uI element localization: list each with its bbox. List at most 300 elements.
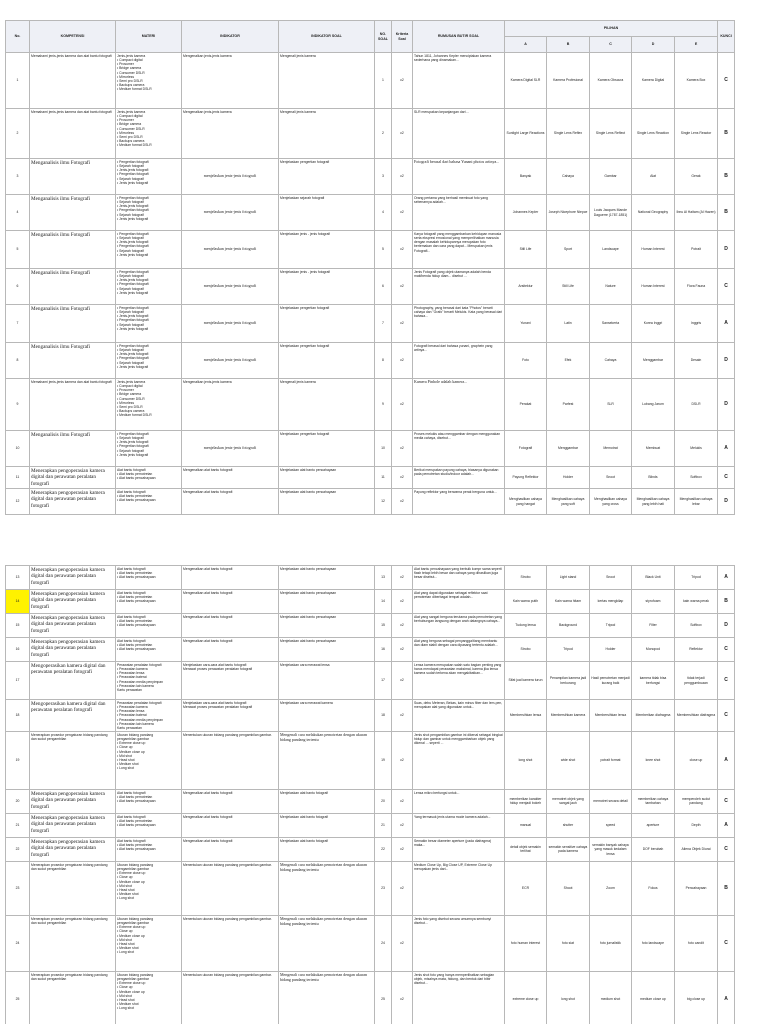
rumusan-cell: Fotografi berasal dari bahasa yunani, graphein yang artinya...: [413, 343, 505, 379]
kunci-cell: A: [718, 971, 735, 1024]
kompetensi-cell: Menerapkan prosedur pengaturan bidang pandang dan sudut pengambilan: [30, 861, 116, 915]
option-e-cell: Flora Fauna: [675, 269, 718, 305]
no-soal-cell: 3: [375, 159, 392, 195]
kriteria-cell: c2: [392, 109, 413, 159]
kompetensi-cell: Menerapkan pengoperasian kamera digital dan perawatan peralatan fotografi: [30, 813, 116, 837]
indikator-cell: menjelaskan jenis-jenis fotografi: [182, 305, 279, 343]
no-cell: 8: [6, 343, 30, 379]
rumusan-cell: Medium Close Up, Big Close UP, Extreme Close Up merupakan jenis dari...: [413, 861, 505, 915]
rumusan-cell: SLR merupakan kepanjangan dari ...: [413, 109, 505, 159]
no-cell: 17: [6, 662, 30, 700]
option-d-cell: Human Interest: [632, 231, 675, 269]
kriteria-cell: c2: [392, 195, 413, 231]
kunci-cell: C: [718, 638, 735, 662]
kriteria-cell: c2: [392, 590, 413, 614]
option-d-cell: medium close up: [632, 971, 675, 1024]
no-soal-cell: 19: [375, 731, 392, 789]
table-row: [6, 861, 735, 915]
indikator-soal-cell: Menjelaskan alat bantu fotografi: [279, 789, 375, 813]
materi-cell: Alat bantu fotografi • Alat bantu pemotretan • Alat bantu pencahayaan: [116, 813, 182, 837]
no-soal-cell: 23: [375, 861, 392, 915]
option-b-cell: Still Life: [547, 269, 590, 305]
option-b-cell: Cahaya: [547, 159, 590, 195]
table-row: [6, 731, 735, 789]
indikator-cell: Menentukan ukuran bidang pandang pengambilan gambar.: [182, 731, 279, 789]
option-b-cell: Menghasilkan cahaya yang soft: [547, 489, 590, 515]
materi-cell: Alat bantu fotografi • Alat bantu pemotretan • Alat bantu pencahayaan: [116, 590, 182, 614]
option-c-cell: semakin banyak cahaya yang masuk kedalam lensa: [590, 837, 632, 861]
materi-cell: Ukuran bidang pandang pengambilan gambar • Extreme close up • Close up • Medium close up • Mid shot • Head shot • Medium shot • Long shot: [116, 915, 182, 971]
option-e-cell: memperoleh sudut pandang: [675, 789, 718, 813]
option-c-cell: Landscape: [590, 231, 632, 269]
indikator-soal-cell: Menjelaskan sejarah fotografi: [279, 195, 375, 231]
no-soal-cell: 17: [375, 662, 392, 700]
materi-cell: • Pengertian fotografi • Sejarah fotografi • Jenis-jenis fotografi • Pengertian fotografi • Sejarah fotografi • Jenis jenis fotografi: [116, 269, 182, 305]
table-row: [6, 305, 735, 343]
rumusan-cell: Suas, debu Meteran, Bekas, kain minus fiber dan lem-pen, merupakan alat yang digunakan untuk...: [413, 700, 505, 732]
no-soal-cell: 12: [375, 489, 392, 515]
option-a-cell: Payung Reflektor: [505, 467, 547, 489]
option-a-cell: Membersihkan lensa: [505, 700, 547, 732]
option-d-cell: Korea Inggri: [632, 305, 675, 343]
materi-cell: • Pengertian fotografi • Sejarah fotografi • Jenis-jenis fotografi • Pengertian fotografi • Sejarah fotografi • Jenis jenis fotografi: [116, 305, 182, 343]
header-option-a: A: [505, 37, 547, 53]
option-e-cell: Inggris: [675, 305, 718, 343]
header-option-b: B: [547, 37, 590, 53]
materi-cell: • Pengertian fotografi • Sejarah fotografi • Jenis-jenis fotografi • Pengertian fotografi • Sejarah fotografi • Jenis jenis fotografi: [116, 431, 182, 467]
no-soal-cell: 8: [375, 343, 392, 379]
option-c-cell: Louis Jacques Mande Daguerre (1787-1851): [590, 195, 632, 231]
rumusan-cell: Berikut merupakan payung cahaya, biasanya digunakan pada pemotretan studio/indoor adalah...: [413, 467, 505, 489]
kriteria-cell: c2: [392, 915, 413, 971]
kompetensi-cell: Menganalisis ilmu Fotografi: [30, 269, 116, 305]
kriteria-cell: c2: [392, 269, 413, 305]
kriteria-cell: c2: [392, 614, 413, 638]
rumusan-cell: Orang pertama yang berhasil membuat foto yang sebenarnya adalah...: [413, 195, 505, 231]
no-soal-cell: 25: [375, 971, 392, 1024]
kunci-cell: C: [718, 837, 735, 861]
kunci-cell: A: [718, 431, 735, 467]
kompetensi-cell: Menerapkan pengoperasian kamera digital dan perawatan peralatan fotografi: [30, 566, 116, 590]
kunci-cell: A: [718, 813, 735, 837]
no-cell: 25: [6, 971, 30, 1024]
option-b-cell: long shot: [547, 971, 590, 1024]
option-a-cell: Strobo: [505, 638, 547, 662]
rumusan-cell: Tahun 1811, Johannes Kepler menciptakan kamera sederhana yang dinamakan...: [413, 53, 505, 109]
option-b-cell: shutter: [547, 813, 590, 837]
no-soal-cell: 16: [375, 638, 392, 662]
indikator-soal-cell: Menjelaskan alat bantu pencahayaan: [279, 489, 375, 515]
option-d-cell: knee shot: [632, 731, 675, 789]
option-e-cell: Gerak: [675, 159, 718, 195]
kriteria-cell: c2: [392, 638, 413, 662]
rumusan-cell: Photography, yang berasal dari kata "Photos" berarti cahaya dan "Grafo" berarti Melukis. Kata yang berasal dari bahasa...: [413, 305, 505, 343]
option-b-cell: Penampilan kamera jadi berkurang: [547, 662, 590, 700]
kompetensi-cell: Menganalisis ilmu Fotografi: [30, 195, 116, 231]
materi-cell: Alat bantu fotografi • Alat bantu pemotretan • Alat bantu pencahayaan: [116, 489, 182, 515]
option-d-cell: styrofoam: [632, 590, 675, 614]
materi-cell: Jenis-jenis kamera • Compact digital • Prosumer • Bridge camera • Consumer DSLR • Mirrorless • Semi pro DSLR • Backups camera • Medium format DSLR: [116, 379, 182, 431]
table-row: [6, 489, 735, 515]
kompetensi-cell: Menerapkan pengoperasian kamera digital dan perawatan peralatan fotografi: [30, 638, 116, 662]
materi-cell: Alat bantu fotografi • Alat bantu pemotretan • Alat bantu pencahayaan: [116, 614, 182, 638]
table-row: [6, 813, 735, 837]
kompetensi-cell: Memahami jenis-jenis kamera dan alat bantu fotografi: [30, 379, 116, 431]
indikator-soal-cell: Menjelaskan alat bantu pencahayaan: [279, 467, 375, 489]
materi-cell: Jenis-jenis kamera • Compact digital • Prosumer • Bridge camera • Consumer DSLR • Mirrorless • Semi pro DSLR • Backups camera • Medium format DSLR: [116, 109, 182, 159]
option-b-cell: foto siat: [547, 915, 590, 971]
indikator-cell: menjelaskan jenis-jenis fotografi: [182, 269, 279, 305]
no-cell: 4: [6, 195, 30, 231]
rumusan-cell: Alat bantu pencahayaan yang berbulk kompr sama seperti flash tetapi lebih besar dan cahaya yang dihasilkan juga besar disebut...: [413, 566, 505, 590]
kriteria-cell: c2: [392, 861, 413, 915]
table-row: [6, 53, 735, 109]
option-c-cell: Menghasilkan cahaya yang cross: [590, 489, 632, 515]
indikator-cell: Mengenalkan alat bantu fotografi: [182, 837, 279, 861]
materi-cell: Alat bantu fotografi • Alat bantu pemotretan • Alat bantu pencahayaan: [116, 467, 182, 489]
materi-cell: Jenis-jenis kamera • Compact digital • Prosumer • Bridge camera • Consumer DSLR • Mirrorless • Semi pro DSLR • Backups camera • Medium format DSLR: [116, 53, 182, 109]
rumusan-cell: Lensa mikro berfungsi untuk...: [413, 789, 505, 813]
option-a-cell: manual: [505, 813, 547, 837]
option-e-cell: Tripod: [675, 566, 718, 590]
kriteria-cell: c2: [392, 53, 413, 109]
indikator-soal-cell: Mengenali jenis kamera: [279, 379, 375, 431]
table-row: [6, 971, 735, 1024]
page-1: [5, 20, 734, 515]
option-b-cell: Joseph Nicephore Niepce: [547, 195, 590, 231]
kompetensi-cell: Menerapkan prosedur pengaturan bidang pandang dan sudut pengambilan: [30, 731, 116, 789]
materi-cell: Alat bantu fotografi • Alat bantu pemotretan • Alat bantu pencahayaan: [116, 566, 182, 590]
option-c-cell: Single Lens Reflect: [590, 109, 632, 159]
indikator-cell: Mengenalkan alat bantu fotografi: [182, 813, 279, 837]
kriteria-cell: c2: [392, 813, 413, 837]
indikator-cell: Mengenalkan alat bantu fotografi: [182, 566, 279, 590]
option-a-cell: Kain warna putih: [505, 590, 547, 614]
indikator-cell: Menentukan ukuran bidang pandang pengambilan gambar.: [182, 971, 279, 1024]
indikator-soal-cell: Menjelaskan pengertian fotografi: [279, 431, 375, 467]
no-cell: 10: [6, 431, 30, 467]
option-d-cell: Membuat: [632, 431, 675, 467]
option-a-cell: Foto: [505, 343, 547, 379]
no-cell: 20: [6, 789, 30, 813]
no-soal-cell: 15: [375, 614, 392, 638]
materi-cell: Ukuran bidang pandang pengambilan gambar • Extreme close up • Close up • Medium close up • Mid shot • Head shot • Medium shot • Long shot: [116, 861, 182, 915]
indikator-soal-cell: Mengenali jenis kamera: [279, 109, 375, 159]
kompetensi-cell: Menerapkan pengoperasian kamera digital dan perawatan peralatan fotografi: [30, 789, 116, 813]
no-soal-cell: 6: [375, 269, 392, 305]
table-row: [6, 431, 735, 467]
kunci-cell: C: [718, 269, 735, 305]
table-row: [6, 467, 735, 489]
indikator-soal-cell: Menjelaskan alat bantu pencahayaan: [279, 590, 375, 614]
kompetensi-cell: Mengoperasikan kamera digital dan perawatan peralatan fotografi: [30, 700, 116, 732]
kriteria-cell: c2: [392, 343, 413, 379]
indikator-cell: menjelaskan jenis-jenis fotografi: [182, 431, 279, 467]
rumusan-cell: Payung reflektor yang berwarna perak berguna untuk...: [413, 489, 505, 515]
indikator-soal-cell: Menjelaskan jenis - jenis fotografi: [279, 269, 375, 305]
table-row: [6, 700, 735, 732]
table-row: [6, 269, 735, 305]
no-cell: 16: [6, 638, 30, 662]
option-b-cell: semakin sensitive cahaya pada kamera: [547, 837, 590, 861]
no-cell: 1: [6, 53, 30, 109]
option-a-cell: Sunlight Large Reactions: [505, 109, 547, 159]
option-b-cell: Latin: [547, 305, 590, 343]
option-a-cell: foto human interest: [505, 915, 547, 971]
header-kriteria: Kriteria Soal: [392, 21, 413, 53]
kompetensi-cell: Menerapkan pengoperasian kamera digital dan perawatan peralatan fotografi: [30, 467, 116, 489]
option-c-cell: speed: [590, 813, 632, 837]
indikator-cell: Mengenalkan jenis-jenis kamera: [182, 379, 279, 431]
indikator-cell: Menjelaskan cara-cara alat bantu fotografi Merawat proses perawatan peralatan fotografi: [182, 662, 279, 700]
option-d-cell: Alat: [632, 159, 675, 195]
soal-table-page-2: [5, 565, 735, 1024]
option-e-cell: close up: [675, 731, 718, 789]
header-pilihan: PILIHAN: [505, 21, 718, 37]
rumusan-cell: Semakin besar diameter aperture (pada diafragma) maka...: [413, 837, 505, 861]
kunci-cell: D: [718, 489, 735, 515]
materi-cell: Perawatan peralatan fotografi • Perawatan kamera • Perawatan lensa • Perawatan baterai • Perawatan media penyimpan • Perawatan lain kamera Kartu perawatan: [116, 662, 182, 700]
option-e-cell: Melukis: [675, 431, 718, 467]
rumusan-cell: Jenis Fotografi yang objek utamanya adalah benda mati/benda hidup diam... disebut ...: [413, 269, 505, 305]
kunci-cell: B: [718, 195, 735, 231]
indikator-cell: Mengenalkan alat bantu fotografi: [182, 467, 279, 489]
rumusan-cell: Jenis shot pengambilan gambar ini dikenal sebagai bingkai hidup dan gambar untuk menggambarkan objek yang dikenal ... seperti ...: [413, 731, 505, 789]
kompetensi-cell: Menganalisis ilmu Fotografi: [30, 231, 116, 269]
kriteria-cell: c2: [392, 379, 413, 431]
rumusan-cell: Jenis shot foto yang hanya memperlihatkan sebagian objek, misalnya mata, hidung, dan bentuk dari bibir disebut...: [413, 971, 505, 1024]
kunci-cell: A: [718, 305, 735, 343]
indikator-soal-cell: Menjelaskan alat bantu pencahayaan: [279, 638, 375, 662]
table-row: [6, 109, 735, 159]
option-c-cell: medium shot: [590, 971, 632, 1024]
indikator-soal-cell: Menjelaskan pengertian fotografi: [279, 343, 375, 379]
option-d-cell: Monopod: [632, 638, 675, 662]
kompetensi-cell: Menerapkan pengoperasian kamera digital dan perawatan peralatan fotografi: [30, 837, 116, 861]
kriteria-cell: c2: [392, 305, 413, 343]
option-b-cell: Sport: [547, 231, 590, 269]
option-b-cell: memotret objek yang sangat jauh: [547, 789, 590, 813]
option-d-cell: DOF berubah: [632, 837, 675, 861]
option-e-cell: Kamera Box: [675, 53, 718, 109]
no-soal-cell: 14: [375, 590, 392, 614]
indikator-cell: menjelaskan jenis-jenis fotografi: [182, 195, 279, 231]
no-cell: 19: [6, 731, 30, 789]
option-d-cell: Blinds: [632, 467, 675, 489]
table-row: [6, 789, 735, 813]
soal-table-page-1: [5, 20, 735, 515]
table-row: [6, 379, 735, 431]
kompetensi-cell: Menerapkan pengoperasian kamera digital dan perawatan peralatan fotografi: [30, 590, 116, 614]
header-rumusan: RUMUSAN BUTIR SOAL: [413, 21, 505, 53]
kunci-cell: D: [718, 231, 735, 269]
header-indikator-soal: INDIKATOR SOAL: [279, 21, 375, 53]
option-c-cell: Tripod: [590, 614, 632, 638]
option-c-cell: Nature: [590, 269, 632, 305]
option-c-cell: Membersihkan lensa: [590, 700, 632, 732]
option-a-cell: Yunani: [505, 305, 547, 343]
indikator-soal-cell: Mengenali cara melakukan pemotretan dengan ukuran bidang pandang tertentu: [279, 731, 375, 789]
kompetensi-cell: Menganalisis ilmu Fotografi: [30, 305, 116, 343]
option-a-cell: Tudung lensa: [505, 614, 547, 638]
option-e-cell: kain warna perak: [675, 590, 718, 614]
no-cell: 23: [6, 861, 30, 915]
materi-cell: Alat bantu fotografi • Alat bantu pemotretan • Alat bantu pencahayaan: [116, 837, 182, 861]
option-a-cell: Strobo: [505, 566, 547, 590]
indikator-soal-cell: Mengenali cara melakukan pemotretan dengan ukuran bidang pandang tertentu: [279, 915, 375, 971]
table-row: [6, 343, 735, 379]
no-cell: 12: [6, 489, 30, 515]
indikator-cell: menjelaskan jenis-jenis fotografi: [182, 231, 279, 269]
option-e-cell: foto candit: [675, 915, 718, 971]
rumusan-cell: Kamera Pinhole adalah kamera...: [413, 379, 505, 431]
header-indikator: INDIKATOR: [182, 21, 279, 53]
option-d-cell: Menghasilkan cahaya yang lebih hati: [632, 489, 675, 515]
no-soal-cell: 1: [375, 53, 392, 109]
kriteria-cell: c2: [392, 837, 413, 861]
table-row: [6, 159, 735, 195]
kunci-cell: C: [718, 700, 735, 732]
indikator-cell: Mengenalkan alat bantu fotografi: [182, 638, 279, 662]
no-cell: 14: [6, 590, 30, 614]
option-b-cell: Efek: [547, 343, 590, 379]
materi-cell: Alat bantu fotografi • Alat bantu pemotretan • Alat bantu pencahayaan: [116, 638, 182, 662]
option-b-cell: Background: [547, 614, 590, 638]
kunci-cell: D: [718, 343, 735, 379]
indikator-soal-cell: Menjelaskan jenis - jenis fotografi: [279, 231, 375, 269]
no-cell: 2: [6, 109, 30, 159]
kompetensi-cell: Menganalisis ilmu Fotografi: [30, 159, 116, 195]
kriteria-cell: c2: [392, 700, 413, 732]
indikator-cell: Mengenalkan alat bantu fotografi: [182, 614, 279, 638]
option-e-cell: DSLR: [675, 379, 718, 431]
option-b-cell: Menggambar: [547, 431, 590, 467]
no-cell: 22: [6, 837, 30, 861]
kriteria-cell: c2: [392, 789, 413, 813]
no-soal-cell: 18: [375, 700, 392, 732]
indikator-soal-cell: Menjelaskan cara merawat lensa: [279, 662, 375, 700]
no-soal-cell: 13: [375, 566, 392, 590]
indikator-soal-cell: Menjelaskan cara merawat kamera: [279, 700, 375, 732]
kriteria-cell: c2: [392, 431, 413, 467]
option-d-cell: Fokus: [632, 861, 675, 915]
indikator-cell: Mengenalkan jenis-jenis kamera: [182, 109, 279, 159]
option-c-cell: Snoot: [590, 467, 632, 489]
no-soal-cell: 24: [375, 915, 392, 971]
kriteria-cell: c2: [392, 566, 413, 590]
header-option-d: D: [632, 37, 675, 53]
option-b-cell: Kamera Profesional: [547, 53, 590, 109]
indikator-soal-cell: Menjelaskan pengertian fotografi: [279, 305, 375, 343]
option-d-cell: Kamera Digital: [632, 53, 675, 109]
header-no: No.: [6, 21, 30, 53]
option-a-cell: Johannes Kepler: [505, 195, 547, 231]
option-d-cell: Lubang Jarum: [632, 379, 675, 431]
option-c-cell: Snoot: [590, 566, 632, 590]
kunci-cell: C: [718, 915, 735, 971]
header-materi: MATERI: [116, 21, 182, 53]
no-soal-cell: 21: [375, 813, 392, 837]
no-soal-cell: 11: [375, 467, 392, 489]
kompetensi-cell: Menganalisis ilmu Fotografi: [30, 343, 116, 379]
no-soal-cell: 7: [375, 305, 392, 343]
option-d-cell: Menggambar: [632, 343, 675, 379]
no-soal-cell: 4: [375, 195, 392, 231]
indikator-soal-cell: Mengenali jenis kamera: [279, 53, 375, 109]
option-e-cell: Potrait: [675, 231, 718, 269]
option-e-cell: Depth: [675, 813, 718, 837]
option-c-cell: Gambar: [590, 159, 632, 195]
rumusan-cell: Fotografi berasal dari bahasa Yunani photos artinya...: [413, 159, 505, 195]
option-a-cell: memberikan karakter hidup menjadi bokeh: [505, 789, 547, 813]
option-e-cell: Single Lens Reactor: [675, 109, 718, 159]
option-e-cell: Menghasilkan cahaya lebar: [675, 489, 718, 515]
option-a-cell: ECR: [505, 861, 547, 915]
indikator-cell: Menjelaskan cara-cara alat bantu fotografi Merawat proses perawatan peralatan fotografi: [182, 700, 279, 732]
option-c-cell: potrait format: [590, 731, 632, 789]
option-b-cell: Kain warna hitam: [547, 590, 590, 614]
option-d-cell: National Geography: [632, 195, 675, 231]
materi-cell: • Pengertian fotografi • Sejarah fotografi • Jenis-jenis fotografi • Pengertian fotografi • Sejarah fotografi • Jenis jenis fotografi: [116, 195, 182, 231]
materi-cell: Perawatan peralatan fotografi • Perawatan kamera • Perawatan lensa • Perawatan baterai • Perawatan media penyimpan • Perawatan lain kamera Kartu perawatan: [116, 700, 182, 732]
option-e-cell: tidak terjadi penggumbuaan: [675, 662, 718, 700]
no-cell: 7: [6, 305, 30, 343]
option-a-cell: extreme close up: [505, 971, 547, 1024]
kompetensi-cell: Memahami jenis-jenis kamera dan alat bantu fotografi: [30, 109, 116, 159]
rumusan-cell: Proses melukis atau menggambar dengan menggunakan media cahaya, disebut...: [413, 431, 505, 467]
indikator-cell: Mengenalkan alat bantu fotografi: [182, 489, 279, 515]
indikator-soal-cell: Menjelaskan alat bantu fotografi: [279, 813, 375, 837]
kunci-cell: B: [718, 159, 735, 195]
option-b-cell: Single Lens Reflex: [547, 109, 590, 159]
option-a-cell: Still Life: [505, 231, 547, 269]
page-2: [5, 565, 734, 1024]
no-soal-cell: 20: [375, 789, 392, 813]
option-b-cell: Tripod: [547, 638, 590, 662]
kompetensi-cell: Menganalisis ilmu Fotografi: [30, 431, 116, 467]
header-kompetensi: KOMPETENSI: [30, 21, 116, 53]
rumusan-cell: Lensa kamera merupakan salah satu bagian penting yang harus mendapat perawatan maksimal, karena jika lensa kamera sudah terkena akan mengakibatkan...: [413, 662, 505, 700]
no-cell: 15: [6, 614, 30, 638]
kriteria-cell: c2: [392, 467, 413, 489]
no-cell: 24: [6, 915, 30, 971]
kompetensi-cell: Mengoperasikan kamera digital dan perawatan peralatan fotografi: [30, 662, 116, 700]
kriteria-cell: c2: [392, 159, 413, 195]
option-c-cell: Memotrat: [590, 431, 632, 467]
rumusan-cell: Alat yang sangat berguna terutama pada pemotretan yang berhubungan langsung dengan arah datangnya cahaya...: [413, 614, 505, 638]
option-a-cell: long shot: [505, 731, 547, 789]
option-c-cell: Zoom: [590, 861, 632, 915]
option-e-cell: Reflektor: [675, 638, 718, 662]
kriteria-cell: c2: [392, 971, 413, 1024]
materi-cell: Alat bantu fotografi • Alat bantu pemotretan • Alat bantu pencahayaan: [116, 789, 182, 813]
table-row: [6, 195, 735, 231]
option-e-cell: Pencahayaan: [675, 861, 718, 915]
option-b-cell: Holder: [547, 467, 590, 489]
kunci-cell: A: [718, 731, 735, 789]
header-option-c: C: [590, 37, 632, 53]
option-b-cell: Light stand: [547, 566, 590, 590]
kunci-cell: C: [718, 662, 735, 700]
table-row: [6, 566, 735, 590]
materi-cell: • Pengertian fotografi • Sejarah fotografi • Jenis-jenis fotografi • Pengertian fotografi • Sejarah fotografi • Jenis jenis fotografi: [116, 159, 182, 195]
indikator-soal-cell: Menjelaskan alat bantu fotografi: [279, 837, 375, 861]
option-e-cell: big close up: [675, 971, 718, 1024]
table-row: [6, 915, 735, 971]
option-d-cell: memberikan cahaya tambahan: [632, 789, 675, 813]
option-a-cell: Menghasilkan cahaya yang hangat: [505, 489, 547, 515]
option-d-cell: Filter: [632, 614, 675, 638]
